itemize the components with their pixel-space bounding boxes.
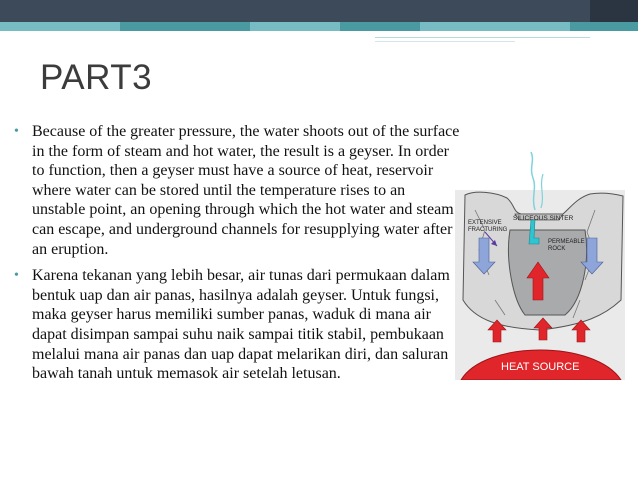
header-bar bbox=[0, 0, 638, 22]
bullet-text: Karena tekanan yang lebih besar, air tunas dari permukaan dalam bentuk uap dan air panas, hasilnya adalah geyser. Untuk fungsi, maka geyser harus memiliki sumber panas, waduk di mana air dapat disimpan sampai suhu naik sampai titik stabil, pembukaan melalui mana air panas dan uap dapat melarikan diri, dan saluran bawah tanah untuk memasok air setelah letusan. bbox=[32, 267, 450, 383]
geyser-diagram bbox=[455, 150, 625, 380]
label-heat-source: HEAT SOURCE bbox=[501, 361, 580, 373]
accent-segment bbox=[420, 22, 570, 31]
bullet-text: Because of the greater pressure, the water shoots out of the surface in the form of steam and hot water, the result is a geyser. In order to function, then a geyser must have a source of heat, reservoir where water can be stored until the temperature rises to an unstable point, an opening through which the hot water and steam can escape, and underground channels for resupplying water after an eruption. bbox=[32, 123, 460, 258]
label-siliceous-sinter: SILICEOUS SINTER bbox=[513, 215, 574, 222]
accent-segment bbox=[250, 22, 340, 31]
bullet-marker: • bbox=[14, 268, 19, 284]
bullet-indonesian bbox=[14, 266, 462, 384]
slide-body bbox=[14, 122, 462, 391]
slide-title: PART3 bbox=[40, 58, 153, 97]
bullet-marker: • bbox=[14, 124, 19, 139]
header-bar-accent bbox=[590, 0, 638, 22]
label-rock: ROCK bbox=[548, 246, 566, 252]
label-fracturing: FRACTURING bbox=[468, 227, 508, 233]
label-permeable: PERMEABLE bbox=[548, 239, 585, 245]
accent-segment bbox=[0, 22, 120, 31]
bullet-english bbox=[14, 122, 462, 259]
accent-band bbox=[0, 22, 638, 31]
decorative-line bbox=[375, 37, 590, 38]
label-extensive: EXTENSIVE bbox=[468, 220, 502, 226]
decorative-line bbox=[375, 41, 515, 42]
